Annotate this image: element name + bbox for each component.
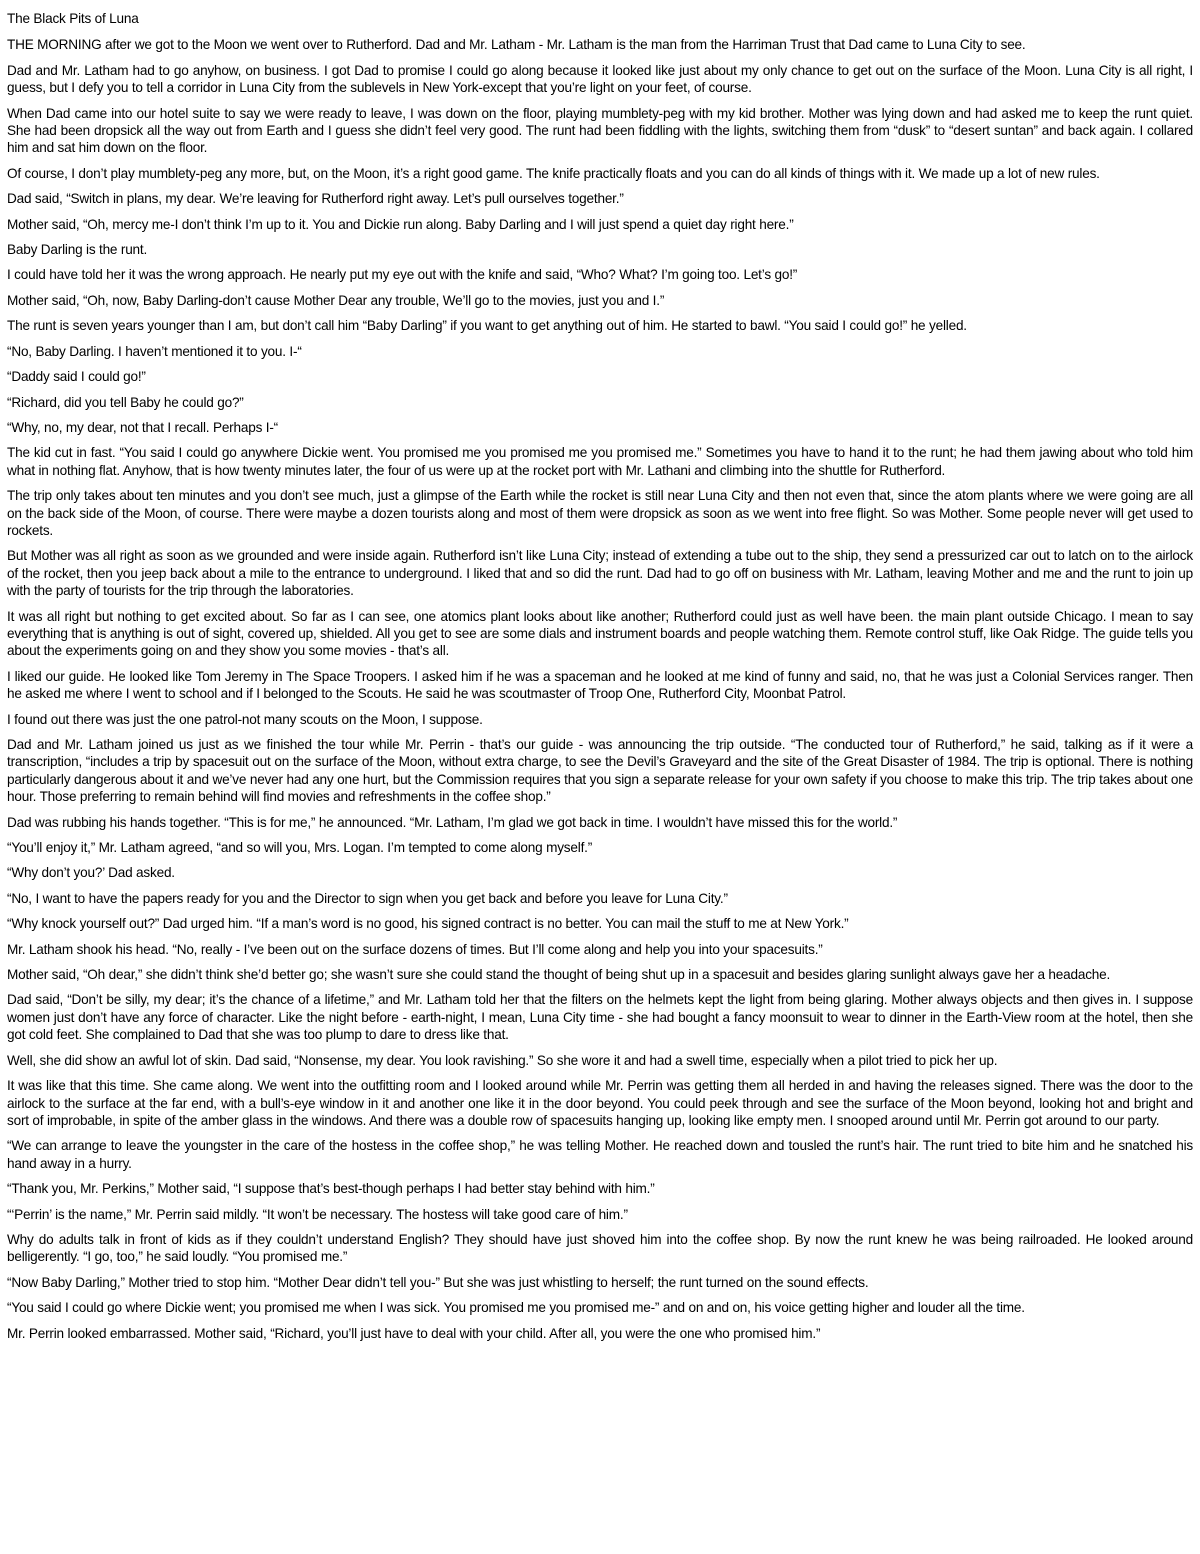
paragraph: The kid cut in fast. “You said I could go anywhere Dickie went. You promised me you promised me you promised me.” Sometimes you have to hand it to the runt; he had them jawing about who told him what in nothing flat. Anyhow, that is how twenty minutes later, the four of us were up at the rocket port with Mr. Lathani and climbing into the shuttle for Rutherford. xyxy=(7,445,1193,478)
paragraph: Dad said, “Don’t be silly, my dear; it’s the chance of a lifetime,” and Mr. Latham told her that the filters on the helmets kept the light from being glaring. Mother always objects and then gives in. I suppose women just don’t have any force of character. Like the night before - earth-night, I mean, Luna City time - she had bought a fancy moonsuit to wear to dinner in the Earth-View room at the hotel, then she got cold feet. She complained to Dad that she was too plump to dare to dress like that. xyxy=(7,992,1193,1043)
paragraph: “Now Baby Darling,” Mother tried to stop him. “Mother Dear didn’t tell you-” But she was just whistling to herself; the runt turned on the sound effects. xyxy=(7,1274,869,1290)
document-body xyxy=(7,36,1193,1342)
paragraph: Mr. Perrin looked embarrassed. Mother said, “Richard, you’ll just have to deal with your child. After all, you were the one who promised him.” xyxy=(7,1325,821,1341)
paragraph: “‘Perrin’ is the name,” Mr. Perrin said mildly. “It won’t be necessary. The hostess will take good care of him.” xyxy=(7,1206,628,1222)
paragraph: “You’ll enjoy it,” Mr. Latham agreed, “and so will you, Mrs. Logan. I’m tempted to come along myself.” xyxy=(7,840,593,856)
paragraph: “Why knock yourself out?” Dad urged him. “If a man’s word is no good, his signed contract is no better. You can mail the stuff to me at New York.” xyxy=(7,916,849,932)
paragraph: “You said I could go where Dickie went; you promised me when I was sick. You promised me you promised me-” and on and on, his voice getting higher and louder all the time. xyxy=(7,1300,1025,1316)
paragraph: The runt is seven years younger than I am, but don’t call him “Baby Darling” if you want to get anything out of him. He started to bawl. “You said I could go!” he yelled. xyxy=(7,318,967,334)
paragraph: I liked our guide. He looked like Tom Jeremy in The Space Troopers. I asked him if he was a spaceman and he looked at me kind of funny and said, no, that he was just a Colonial Services ranger. Then he asked me where I went to school and if I belonged to the Scouts. He said he was scoutmaster of Troop One, Rutherford City, Moonbat Patrol. xyxy=(7,668,1193,702)
paragraph: Well, she did show an awful lot of skin. Dad said, “Nonsense, my dear. You look ravishing.” So she wore it and had a swell time, especially when a pilot tried to pick her up. xyxy=(7,1052,998,1068)
paragraph: It was all right but nothing to get excited about. So far as I can see, one atomics plant looks about like another; Rutherford could just as well have been. the main plant outside Chicago. I mean to say everything that is anything is out of sight, covered up, shielded. All you get to see are some dials and instrument boards and people watching them. Remote control stuff, like Oak Ridge. The guide tells you about the experiments going on and they show you some movies - that’s all. xyxy=(7,608,1193,659)
paragraph: But Mother was all right as soon as we grounded and were inside again. Rutherford isn’t like Luna City; instead of extending a tube out to the ship, they send a pressurized car out to latch on to the airlock of the rocket, then you jeep back about a mile to the entrance to underground. I liked that and so did the runt. Dad had to go off on business with Mr. Latham, leaving Mother and me and the runt to join up with the party of tourists for the trip through the laboratories. xyxy=(7,548,1193,599)
document-title: The Black Pits of Luna xyxy=(7,11,139,26)
paragraph: Mother said, “Oh, mercy me-I don’t think I’m up to it. You and Dickie run along. Baby Darling and I will just spend a quiet day right here.” xyxy=(7,216,794,232)
paragraph: “Why, no, my dear, not that I recall. Perhaps I-“ xyxy=(7,419,278,435)
paragraph: THE MORNING after we got to the Moon we went over to Rutherford. Dad and Mr. Latham - Mr. Latham is the man from the Harriman Trust that Dad came to Luna City to see. xyxy=(7,37,1026,53)
paragraph: I could have told her it was the wrong approach. He nearly put my eye out with the knife and said, “Who? What? I’m going too. Let’s go!” xyxy=(7,267,798,283)
paragraph: Dad was rubbing his hands together. “This is for me,” he announced. “Mr. Latham, I’m glad we got back in time. I wouldn’t have missed this for the world.” xyxy=(7,814,898,830)
paragraph: Mr. Latham shook his head. “No, really - I’ve been out on the surface dozens of times. But I’ll come along and help you into your spacesuits.” xyxy=(7,941,823,957)
paragraph: When Dad came into our hotel suite to say we were ready to leave, I was down on the floor, playing mumblety-peg with my kid brother. Mother was lying down and had asked me to keep the runt quiet. She had been dropsick all the way out from Earth and I guess she didn’t feel very good. The runt had been fiddling with the lights, switching them from “dusk” to “desert suntan” and back again. I collared him and sat him down on the floor. xyxy=(7,105,1193,156)
paragraph: Baby Darling is the runt. xyxy=(7,242,148,258)
paragraph: “No, I want to have the papers ready for you and the Director to sign when you get back and before you leave for Luna City.” xyxy=(7,890,728,906)
paragraph: The trip only takes about ten minutes and you don’t see much, just a glimpse of the Earth while the rocket is still near Luna City and then not even that, since the atom plants where we were going are all on the back side of the Moon, of course. There were maybe a dozen tourists along and most of them were dropsick as soon as we went into free flight. So was Mother. Some people never will get used to rockets. xyxy=(7,488,1193,538)
paragraph: It was like that this time. She came along. We went into the outfitting room and I looked around while Mr. Perrin was getting them all herded in and having the releases signed. There was the door to the airlock to the surface at the far end, with a bull’s-eye window in it and another one like it in the door beyond. You could peek through and see the surface of the Moon beyond, looking hot and bright and sort of improbable, in spite of the amber glass in the windows. And there was a double row of spacesuits hanging up, looking like empty men. I snooped around until Mr. Perrin got around to our party. xyxy=(7,1078,1193,1128)
paragraph: Why do adults talk in front of kids as if they couldn’t understand English? They should have just shoved him into the coffee shop. By now the runt knew he was being railroaded. He looked around belligerently. “I go, too,” he said loudly. “You promised me.” xyxy=(7,1231,1193,1265)
paragraph: “No, Baby Darling. I haven’t mentioned it to you. I-“ xyxy=(7,343,302,359)
paragraph: “Why don’t you?’ Dad asked. xyxy=(7,865,175,881)
paragraph: “We can arrange to leave the youngster in the care of the hostess in the coffee shop,” he was telling Mother. He reached down and tousled the runt’s hair. The runt tried to bite him and he snatched his hand away in a hurry. xyxy=(7,1138,1193,1171)
paragraph: Dad said, “Switch in plans, my dear. We’re leaving for Rutherford right away. Let’s pull ourselves together.” xyxy=(7,191,624,207)
paragraph: Mother said, “Oh, now, Baby Darling-don’t cause Mother Dear any trouble, We’ll go to the movies, just you and I.” xyxy=(7,292,665,308)
paragraph: Dad and Mr. Latham joined us just as we finished the tour while Mr. Perrin - that’s our guide - was announcing the trip outside. “The conducted tour of Rutherford,” he said, talking as if it were a transcription, “includes a trip by spacesuit out on the surface of the Moon, without extra charge, to see the Devil’s Graveyard and the site of the Great Disaster of 1984. The trip is optional. There is nothing particularly dangerous about it and we’ve never had any one hurt, but the Commission requires that you sign a separate release for your own safety if you choose to make this trip. The trip takes about one hour. Those preferring to remain behind will find movies and refreshments in the coffee shop.” xyxy=(7,737,1193,805)
paragraph: Dad and Mr. Latham had to go anyhow, on business. I got Dad to promise I could go along because it looked like just about my only chance to get out on the surface of the Moon. Luna City is all right, I guess, but I defy you to tell a corridor in Luna City from the sublevels in New York-except that you’re light on your feet, of course. xyxy=(7,62,1193,96)
paragraph: “Daddy said I could go!” xyxy=(7,369,146,385)
document-page xyxy=(7,10,1193,1342)
paragraph: “Thank you, Mr. Perkins,” Mother said, “I suppose that’s best-though perhaps I had better stay behind with him.” xyxy=(7,1181,655,1197)
paragraph: “Richard, did you tell Baby he could go?” xyxy=(7,394,244,410)
paragraph: I found out there was just the one patrol-not many scouts on the Moon, I suppose. xyxy=(7,711,483,727)
paragraph: Mother said, “Oh dear,” she didn’t think she’d better go; she wasn’t sure she could stand the thought of being shut up in a spacesuit and besides glaring sunlight always gave her a headache. xyxy=(7,967,1111,983)
paragraph: Of course, I don’t play mumblety-peg any more, but, on the Moon, it’s a right good game. The knife practically floats and you can do all kinds of things with it. We made up a lot of new rules. xyxy=(7,165,1100,181)
